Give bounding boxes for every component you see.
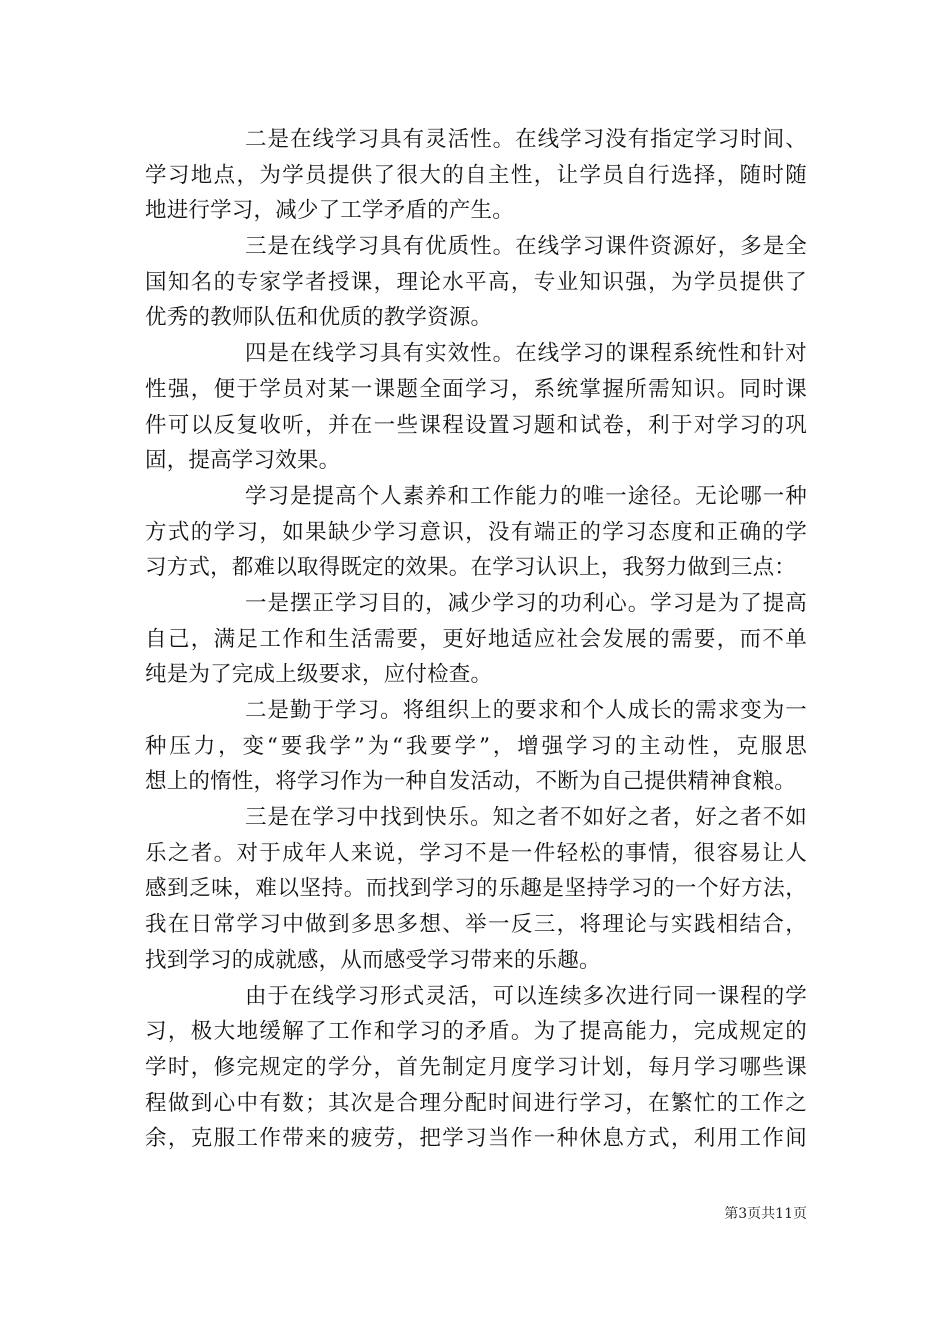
- text-line: 三是在线学习具有优质性。在线学习课件资源好，多是全: [245, 234, 807, 260]
- text-line: 程做到心中有数；其次是合理分配时间进行学习，在繁忙的工作之: [145, 1090, 807, 1116]
- text-line: 找到学习的成就感，从而感受学习带来的乐趣。: [145, 947, 601, 973]
- text-line: 余，克服工作带来的疲劳，把学习当作一种休息方式，利用工作间: [145, 1126, 807, 1152]
- text-line: 国知名的专家学者授课，理论水平高，专业知识强，为学员提供了: [145, 269, 807, 295]
- text-line: 乐之者。对于成年人来说，学习不是一件轻松的事情，很容易让人: [145, 840, 807, 866]
- text-line: 纯是为了完成上级要求，应付检查。: [145, 662, 493, 688]
- paragraph: [145, 336, 807, 479]
- text-line: 地进行学习，减少了工学矛盾的产生。: [145, 198, 514, 224]
- paragraph: [145, 122, 807, 229]
- text-line: 学习是提高个人素养和工作能力的唯一途径。无论哪一种: [245, 483, 807, 509]
- text-line: 由于在线学习形式灵活，可以连续多次进行同一课程的学: [245, 983, 807, 1009]
- text-line: 学习地点，为学员提供了很大的自主性，让学员自行选择，随时随: [145, 162, 807, 188]
- text-line: 学时，修完规定的学分，首先制定月度学习计划，每月学习哪些课: [145, 1054, 807, 1080]
- text-line: 件可以反复收听，并在一些课程设置习题和试卷，利于对学习的巩: [145, 412, 807, 438]
- text-line: 二是在线学习具有灵活性。在线学习没有指定学习时间、: [245, 127, 807, 152]
- text-line: 习，极大地缓解了工作和学习的矛盾。为了提高能力，完成规定的: [145, 1019, 807, 1045]
- text-line: 想上的惰性，将学习作为一种自发活动，不断为自己提供精神食粮。: [145, 769, 797, 795]
- paragraph: [145, 479, 807, 586]
- page-number: 第3页共11页: [724, 1206, 807, 1222]
- text-line: 性强，便于学员对某一课题全面学习，系统掌握所需知识。同时课: [145, 376, 807, 402]
- paragraph: [145, 800, 807, 978]
- text-line: 四是在线学习具有实效性。在线学习的课程系统性和针对: [245, 341, 807, 367]
- text-line: 我在日常学习中做到多思多想、举一反三，将理论与实践相结合，: [145, 912, 807, 938]
- text-line: 优秀的教师队伍和优质的教学资源。: [145, 305, 493, 331]
- paragraph: [145, 979, 807, 1157]
- text-line: 方式的学习，如果缺少学习意识，没有端正的学习态度和正确的学: [145, 519, 807, 545]
- text-line: 三是在学习中找到快乐。知之者不如好之者，好之者不如: [245, 805, 807, 831]
- text-line: 感到乏味，难以坚持。而找到学习的乐趣是坚持学习的一个好方法，: [145, 876, 807, 902]
- text-line: 习方式，都难以取得既定的效果。在学习认识上，我努力做到三点：: [145, 555, 797, 581]
- paragraph: [145, 229, 807, 336]
- text-line: 一是摆正学习目的，减少学习的功利心。学习是为了提高: [245, 590, 807, 616]
- paragraph: [145, 586, 807, 693]
- text-line: 固，提高学习效果。: [145, 448, 341, 474]
- text-line: 自己，满足工作和生活需要，更好地适应社会发展的需要，而不单: [145, 626, 807, 652]
- text-line: 二是勤于学习。将组织上的要求和个人成长的需求变为一: [245, 698, 807, 723]
- text-line: 种压力，变“要我学”为“我要学”，增强学习的主动性，克服思: [145, 733, 807, 759]
- document-body: [145, 122, 807, 1157]
- paragraph: [145, 693, 807, 800]
